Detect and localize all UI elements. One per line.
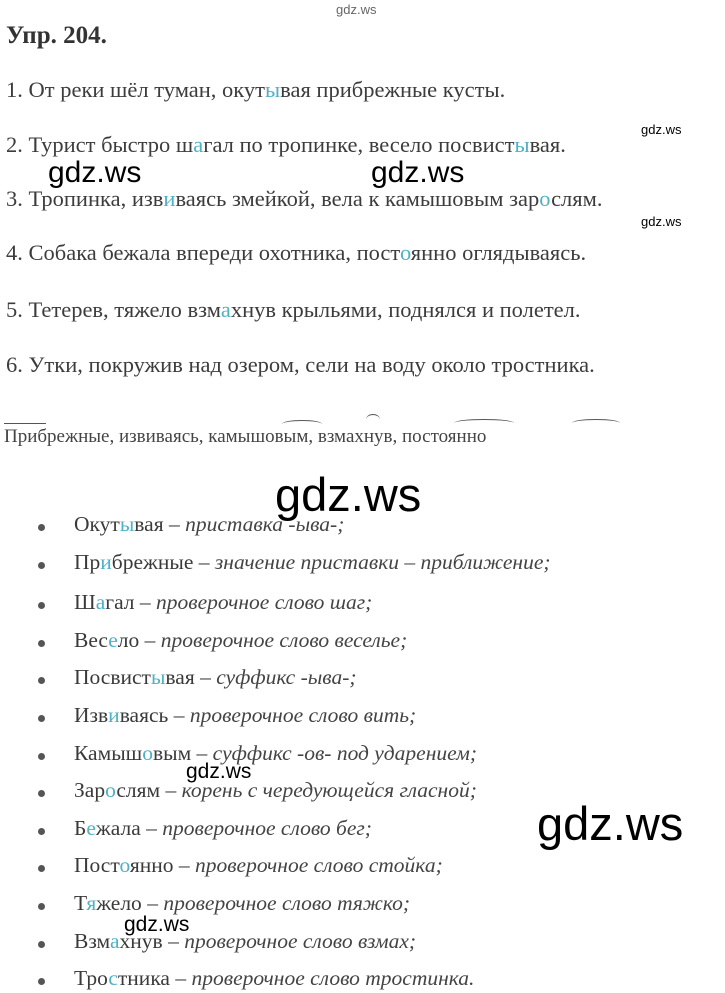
- explanation-item: [74, 741, 477, 766]
- explanation-hl: и: [100, 550, 112, 574]
- morpheme-analysis-line: Прибрежные, извиваясь, камышовым, взмахнув, постоянно: [4, 426, 487, 447]
- explanation-hl: ы: [119, 512, 135, 536]
- explanation-exp: проверочное слово тяжко;: [163, 891, 411, 915]
- explanation-item: [74, 966, 474, 991]
- explanation-exp: суффикс -ов- под ударением;: [212, 741, 477, 765]
- bullet-icon: [38, 941, 45, 948]
- explanation-w2: гал: [105, 590, 135, 614]
- explanation-w2: слям: [116, 778, 161, 802]
- explanation-item: [74, 665, 357, 690]
- explanation-exp: значение приставки – приближение;: [214, 550, 551, 574]
- explanation-item: [74, 778, 477, 803]
- explanation-w2: янно: [129, 853, 174, 877]
- explanation-sep: –: [139, 628, 161, 652]
- explanation-exp: проверочное слово взмах;: [184, 929, 417, 953]
- explanation-hl: е: [108, 628, 118, 652]
- bullet-icon: [38, 562, 45, 569]
- explanation-w2: ваясь: [119, 703, 169, 727]
- explanation-w1: Посвист: [74, 665, 151, 689]
- watermark-small-2: gdz.ws: [641, 214, 682, 229]
- explanation-w1: Вес: [74, 628, 109, 652]
- explanation-w1: Зар: [74, 778, 106, 802]
- explanation-sep: –: [168, 703, 190, 727]
- explanation-sep: –: [134, 590, 157, 614]
- watermark-large-2: gdz.ws: [537, 797, 684, 850]
- sentence-6: 6. Утки, покружив над озером, сели на воду около тростника.: [6, 352, 595, 377]
- explanation-sep: –: [169, 966, 192, 990]
- explanation-hl: о: [142, 741, 153, 765]
- sentence-1: 1. От реки шёл туман, окутывая прибрежные кусты.: [6, 77, 506, 102]
- explanation-w1: Т: [74, 891, 87, 915]
- explanation-w1: Окут: [74, 512, 120, 536]
- explanation-sep: –: [141, 891, 164, 915]
- explanation-w2: вая: [134, 512, 164, 536]
- explanation-w2: ло: [117, 628, 140, 652]
- explanation-sep: –: [140, 816, 163, 840]
- explanation-w1: Тро: [74, 966, 109, 990]
- explanation-w2: тника: [117, 966, 170, 990]
- explanation-sep: –: [173, 853, 195, 877]
- explanation-exp: проверочное слово вить;: [189, 703, 417, 727]
- explanation-hl: а: [110, 929, 120, 953]
- explanation-sep: –: [160, 778, 182, 802]
- bullet-icon: [38, 602, 45, 609]
- bullet-icon: [38, 640, 45, 647]
- explanation-exp: проверочное слово шаг;: [156, 590, 373, 614]
- bullet-icon: [38, 903, 45, 910]
- explanation-sep: –: [191, 741, 213, 765]
- bullet-icon: [38, 978, 45, 985]
- explanation-w1: Пр: [74, 550, 101, 574]
- bullet-icon: [38, 524, 45, 531]
- explanation-hl: ы: [150, 665, 166, 689]
- explanation-sep: –: [163, 512, 186, 536]
- bullet-icon: [38, 677, 45, 684]
- explanation-exp: корень с чередующейся гласной;: [181, 778, 477, 802]
- explanation-w2: вым: [152, 741, 192, 765]
- explanation-sep: –: [194, 665, 217, 689]
- watermark-medium-2: gdz.ws: [371, 156, 465, 189]
- sentence-3: 3. Тропинка, извиваясь змейкой, вела к камышовым зарослям.: [6, 186, 603, 211]
- explanation-item: [74, 512, 344, 537]
- explanation-hl: с: [108, 966, 118, 990]
- explanation-w1: Камыш: [74, 741, 143, 765]
- explanation-hl: е: [86, 816, 96, 840]
- explanation-sep: –: [162, 929, 185, 953]
- explanation-w2: жала: [95, 816, 141, 840]
- explanation-item: [74, 550, 551, 575]
- explanation-hl: о: [105, 778, 117, 802]
- bullet-icon: [38, 715, 45, 722]
- explanation-exp: проверочное слово веселье;: [160, 628, 408, 652]
- explanation-exp: проверочное слово тростинка.: [191, 966, 475, 990]
- explanation-item: [74, 628, 407, 653]
- watermark-small-3: gdz.ws: [186, 760, 252, 783]
- sentence-4: 4. Собака бежала впереди охотника, постоянно оглядываясь.: [6, 240, 587, 265]
- explanation-w1: Изв: [74, 703, 109, 727]
- explanation-w1: Ш: [74, 590, 96, 614]
- explanation-w2: хнув: [119, 929, 163, 953]
- explanation-w2: вая: [165, 665, 195, 689]
- bullet-icon: [38, 753, 45, 760]
- bullet-icon: [38, 828, 45, 835]
- explanation-sep: –: [193, 550, 215, 574]
- explanation-hl: и: [108, 703, 120, 727]
- explanation-exp: проверочное слово стойка;: [194, 853, 443, 877]
- watermark-small-4: gdz.ws: [124, 913, 190, 936]
- explanation-exp: суффикс -ыва-;: [216, 665, 357, 689]
- watermark-medium-1: gdz.ws: [48, 156, 142, 189]
- explanation-item: [74, 816, 372, 841]
- explanation-item: [74, 590, 372, 615]
- watermark-large-1: gdz.ws: [275, 468, 422, 521]
- explanation-item: [74, 703, 416, 728]
- root-arc-3: [572, 419, 620, 427]
- exercise-title: Упр. 204.: [6, 22, 107, 49]
- explanation-item: [74, 891, 410, 916]
- explanation-hl: а: [95, 590, 106, 614]
- explanation-item: [74, 929, 416, 954]
- explanation-w1: Пост: [74, 853, 120, 877]
- bullet-icon: [38, 790, 45, 797]
- root-arc: [366, 414, 380, 425]
- watermark-small-1: gdz.ws: [641, 122, 682, 137]
- explanation-w1: Взм: [74, 929, 110, 953]
- explanation-w2: жело: [96, 891, 142, 915]
- watermark-top: gdz.ws: [336, 2, 377, 17]
- sentence-5: 5. Тетерев, тяжело взмахнув крыльями, поднялся и полетел.: [6, 297, 581, 322]
- explanation-w2: брежные: [111, 550, 194, 574]
- explanation-item: [74, 853, 443, 878]
- explanation-w1: Б: [74, 816, 87, 840]
- explanation-hl: о: [119, 853, 130, 877]
- sentence-2: 2. Турист быстро шагал по тропинке, весело посвистывая.: [6, 132, 566, 157]
- explanation-hl: я: [86, 891, 97, 915]
- explanation-exp: проверочное слово бег;: [162, 816, 372, 840]
- bullet-icon: [38, 865, 45, 872]
- explanation-exp: приставка -ыва-;: [185, 512, 345, 536]
- prefix-mark: [4, 423, 46, 424]
